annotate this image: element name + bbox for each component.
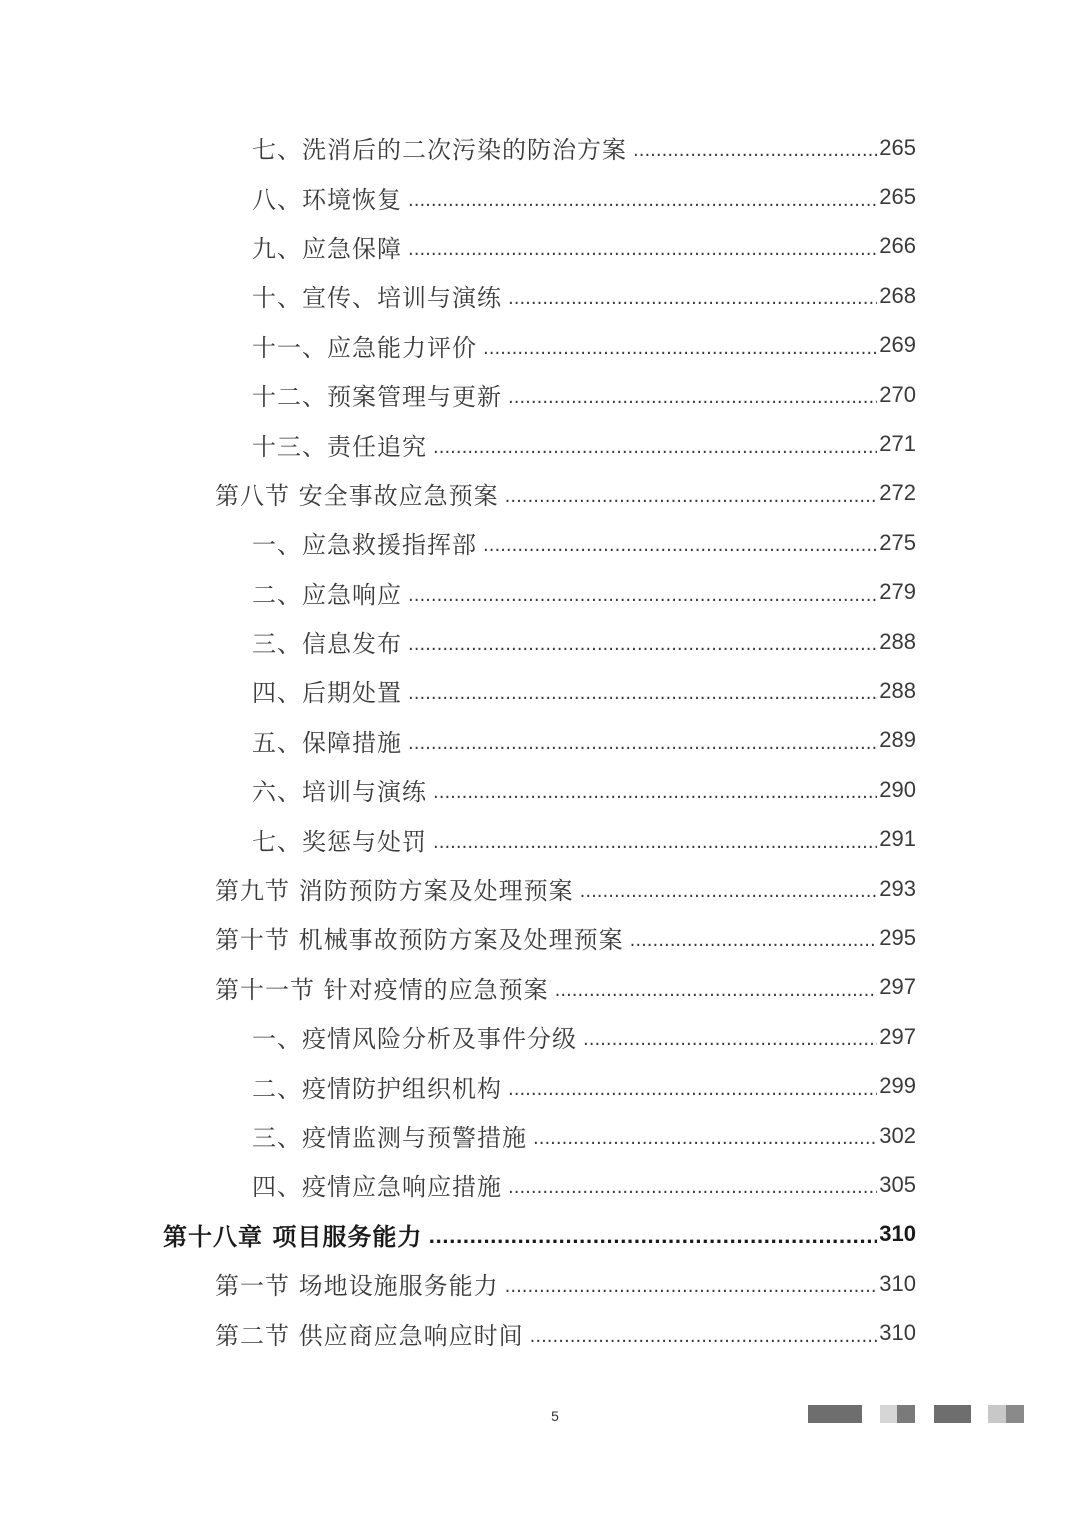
toc-entry-page: 310 (879, 1221, 916, 1247)
footer-decoration (808, 1405, 1028, 1423)
toc-entry (0, 518, 916, 567)
toc-entry-page: 305 (879, 1171, 916, 1197)
toc-entry (0, 1061, 916, 1110)
toc-entry (0, 419, 916, 468)
toc-leader-dots (428, 1221, 877, 1248)
toc-entry-label: 十二、预案管理与更新 (252, 383, 502, 412)
toc-entry-label: 六、培训与演练 (252, 778, 427, 807)
toc-leader-dots (580, 875, 878, 902)
toc-leader-dots (583, 1023, 877, 1050)
toc-leader-dots (433, 776, 877, 803)
toc-leader-dots (408, 628, 877, 655)
toc-leader-dots (508, 381, 877, 408)
toc-entry-label: 三、疫情监测与预警措施 (252, 1124, 527, 1152)
toc-leader-dots (408, 677, 877, 704)
toc-entry-page: 297 (879, 974, 916, 1000)
toc-entry-label: 五、保障措施 (252, 728, 402, 757)
toc-entry (0, 913, 916, 962)
toc-entry-label: 四、疫情应急响应措施 (252, 1173, 502, 1202)
toc-leader-dots (408, 727, 877, 754)
toc-entry-label: 三、信息发布 (252, 630, 402, 659)
toc-entry (0, 321, 916, 370)
toc-entry-label: 四、后期处置 (252, 679, 402, 708)
toc-entry-page: 279 (879, 579, 916, 605)
toc-entry-label: 七、奖惩与处罚 (252, 827, 427, 856)
toc-entry-label: 二、疫情防护组织机构 (252, 1074, 502, 1103)
toc-leader-dots (508, 1073, 877, 1100)
toc-entry (0, 765, 916, 814)
toc-entry-page: 270 (879, 381, 916, 407)
toc-leader-dots (408, 184, 877, 211)
footer-block (934, 1405, 971, 1423)
footer-block (1006, 1405, 1024, 1423)
toc-leader-dots (533, 1122, 877, 1149)
toc-entry-label: 八、环境恢复 (252, 185, 402, 214)
toc-entry-page: 291 (879, 826, 916, 852)
toc-entry (0, 1308, 916, 1357)
toc-entry-page: 289 (879, 727, 916, 753)
toc-entry-page: 295 (879, 924, 916, 950)
toc-entry (0, 814, 916, 863)
toc-entry (0, 1012, 916, 1061)
toc-entry-page: 302 (879, 1122, 916, 1148)
toc-entry (0, 1160, 916, 1209)
toc-entry (0, 172, 916, 221)
toc-entry-label: 第十节 机械事故预防方案及处理预案 (215, 926, 624, 955)
toc-entry-label: 第十八章 项目服务能力 (163, 1222, 423, 1251)
toc-entry-label: 十一、应急能力评价 (252, 333, 477, 362)
toc-entry-label: 第九节 消防预防方案及处理预案 (215, 877, 574, 906)
page-number: 5 (551, 1408, 559, 1424)
toc-entry-page: 297 (879, 1023, 916, 1049)
footer-block (808, 1405, 862, 1423)
footer-block (880, 1405, 897, 1423)
toc-leader-dots (530, 1320, 878, 1347)
toc-entry (0, 1259, 916, 1308)
toc-entry-label: 九、应急保障 (252, 234, 402, 263)
toc-entry (0, 963, 916, 1012)
toc-entry-page: 310 (879, 1320, 916, 1346)
toc-leader-dots (433, 826, 877, 853)
toc-leader-dots (433, 431, 877, 458)
toc-entry-label: 第十一节 针对疫情的应急预案 (215, 975, 549, 1004)
toc-leader-dots (555, 974, 878, 1001)
toc-entry-page: 275 (879, 529, 916, 555)
toc-entry-page: 290 (879, 776, 916, 802)
toc-leader-dots (508, 282, 877, 309)
toc-leader-dots (505, 1270, 878, 1297)
toc-entry-label: 第八节 安全事故应急预案 (215, 481, 499, 510)
toc-entry-page: 288 (879, 677, 916, 703)
toc-entry-label: 二、应急响应 (252, 580, 402, 609)
footer-block (988, 1405, 1006, 1423)
toc-entry (0, 666, 916, 715)
toc-entry-label: 第二节 供应商应急响应时间 (215, 1321, 524, 1350)
toc-entry-page: 299 (879, 1073, 916, 1099)
toc-entry-page: 288 (879, 628, 916, 654)
toc-entry-page: 272 (879, 480, 916, 506)
toc-leader-dots (408, 579, 877, 606)
toc-entry-label: 第一节 场地设施服务能力 (215, 1272, 499, 1301)
toc-entry-page: 268 (879, 282, 916, 308)
toc-leader-dots (408, 233, 877, 260)
toc-entry-page: 265 (879, 184, 916, 210)
toc-entry-label: 七、洗消后的二次污染的防治方案 (252, 136, 627, 165)
toc-entry-label: 十三、责任追究 (252, 432, 427, 461)
toc-entry-label: 十、宣传、培训与演练 (252, 284, 502, 313)
table-of-contents (0, 123, 1080, 1358)
toc-entry (0, 222, 916, 271)
toc-entry-label: 一、疫情风险分析及事件分级 (252, 1025, 577, 1054)
toc-entry (0, 617, 916, 666)
toc-entry-label: 一、应急救援指挥部 (252, 531, 477, 560)
toc-entry-page: 269 (879, 332, 916, 358)
toc-entry (0, 370, 916, 419)
toc-leader-dots (508, 1171, 877, 1198)
toc-leader-dots (630, 924, 878, 951)
toc-entry-page: 265 (879, 134, 916, 160)
toc-leader-dots (633, 134, 877, 161)
toc-entry (0, 271, 916, 320)
toc-entry-page: 310 (879, 1270, 916, 1296)
toc-leader-dots (483, 332, 877, 359)
toc-entry-page: 293 (879, 875, 916, 901)
toc-entry (0, 716, 916, 765)
footer-block (897, 1405, 915, 1423)
toc-leader-dots (505, 480, 878, 507)
toc-entry (0, 469, 916, 518)
toc-entry (0, 568, 916, 617)
toc-entry (0, 1111, 916, 1160)
toc-chapter-entry (0, 1210, 916, 1259)
toc-leader-dots (483, 529, 877, 556)
toc-entry-page: 271 (879, 431, 916, 457)
toc-entry-page: 266 (879, 233, 916, 259)
toc-entry (0, 864, 916, 913)
toc-entry (0, 123, 916, 172)
